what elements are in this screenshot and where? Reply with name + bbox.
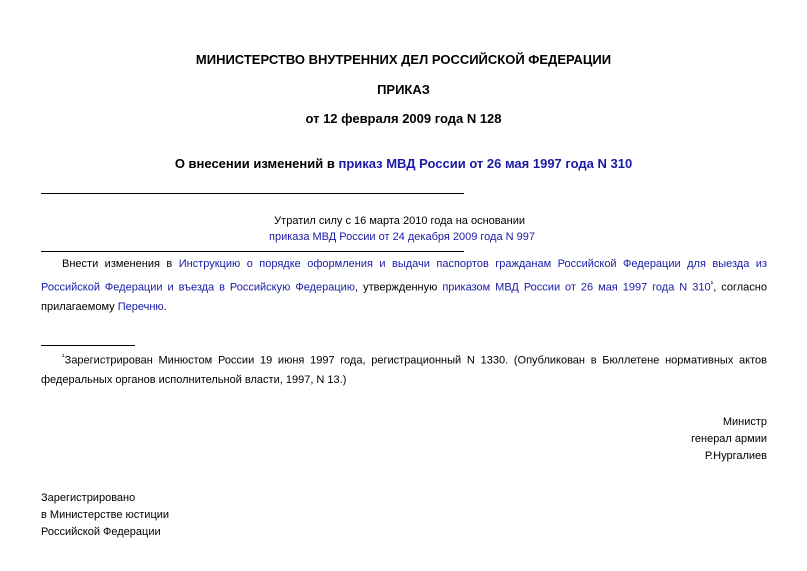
signature-position: Министр xyxy=(722,416,767,428)
list-link[interactable]: Перечню xyxy=(117,300,164,313)
footnote-separator xyxy=(41,345,135,346)
p1-end: , согласно прилагаемому xyxy=(41,281,767,313)
instruction-link[interactable]: Инструкцию о порядке оформления и выдачи паспортов гражданам Российской Федерации для выезда из Российской Федерации и въезда в Российскую Федерацию xyxy=(41,258,767,294)
registration-line-3: Российской Федерации xyxy=(41,526,161,538)
doc-date-number: от 12 февраля 2009 года N 128 xyxy=(305,111,502,126)
order-link[interactable]: приказом МВД России от 26 мая 1997 года N 310 xyxy=(442,281,711,294)
registration-block xyxy=(41,490,169,541)
footnote-text: Зарегистрирован Минюстом России 19 июня 1997 года, регистрационный N 1330. (Опубликован в Бюллетене нормативных актов федеральных органов исполнительной власти, 1997, N 13.) xyxy=(41,354,767,386)
divider-bottom xyxy=(41,251,464,252)
registration-line-1: Зарегистрировано xyxy=(41,492,136,504)
ministry-heading: МИНИСТЕРСТВО ВНУТРЕННИХ ДЕЛ РОССИЙСКОЙ ФЕДЕРАЦИИ xyxy=(195,52,612,67)
footnote-ref[interactable]: ¹ xyxy=(710,279,714,288)
signature-rank: генерал армии xyxy=(691,433,767,445)
doc-type-heading: ПРИКАЗ xyxy=(377,82,430,97)
footnote xyxy=(41,347,767,390)
divider-top xyxy=(41,193,464,194)
doc-title xyxy=(0,156,807,171)
status-line-1: Утратил силу с 16 марта 2010 года на основании xyxy=(274,215,525,227)
p1-dot: . xyxy=(163,300,167,313)
doc-title-prefix: О внесении изменений в xyxy=(174,156,339,171)
registration-line-2: в Министерстве юстиции xyxy=(41,509,170,521)
p1-mid: , утвержденную xyxy=(355,281,443,294)
main-paragraph xyxy=(41,255,767,317)
p1-start: Внести изменения в xyxy=(62,258,179,270)
footnote-mark: ¹ xyxy=(62,352,65,361)
doc-title-link[interactable]: приказ МВД России от 26 мая 1997 года N 310 xyxy=(338,156,633,171)
signature-name: Р.Нургалиев xyxy=(704,450,767,462)
status-link[interactable]: приказа МВД России от 24 декабря 2009 года N 997 xyxy=(269,231,535,243)
signature-block xyxy=(691,414,767,465)
